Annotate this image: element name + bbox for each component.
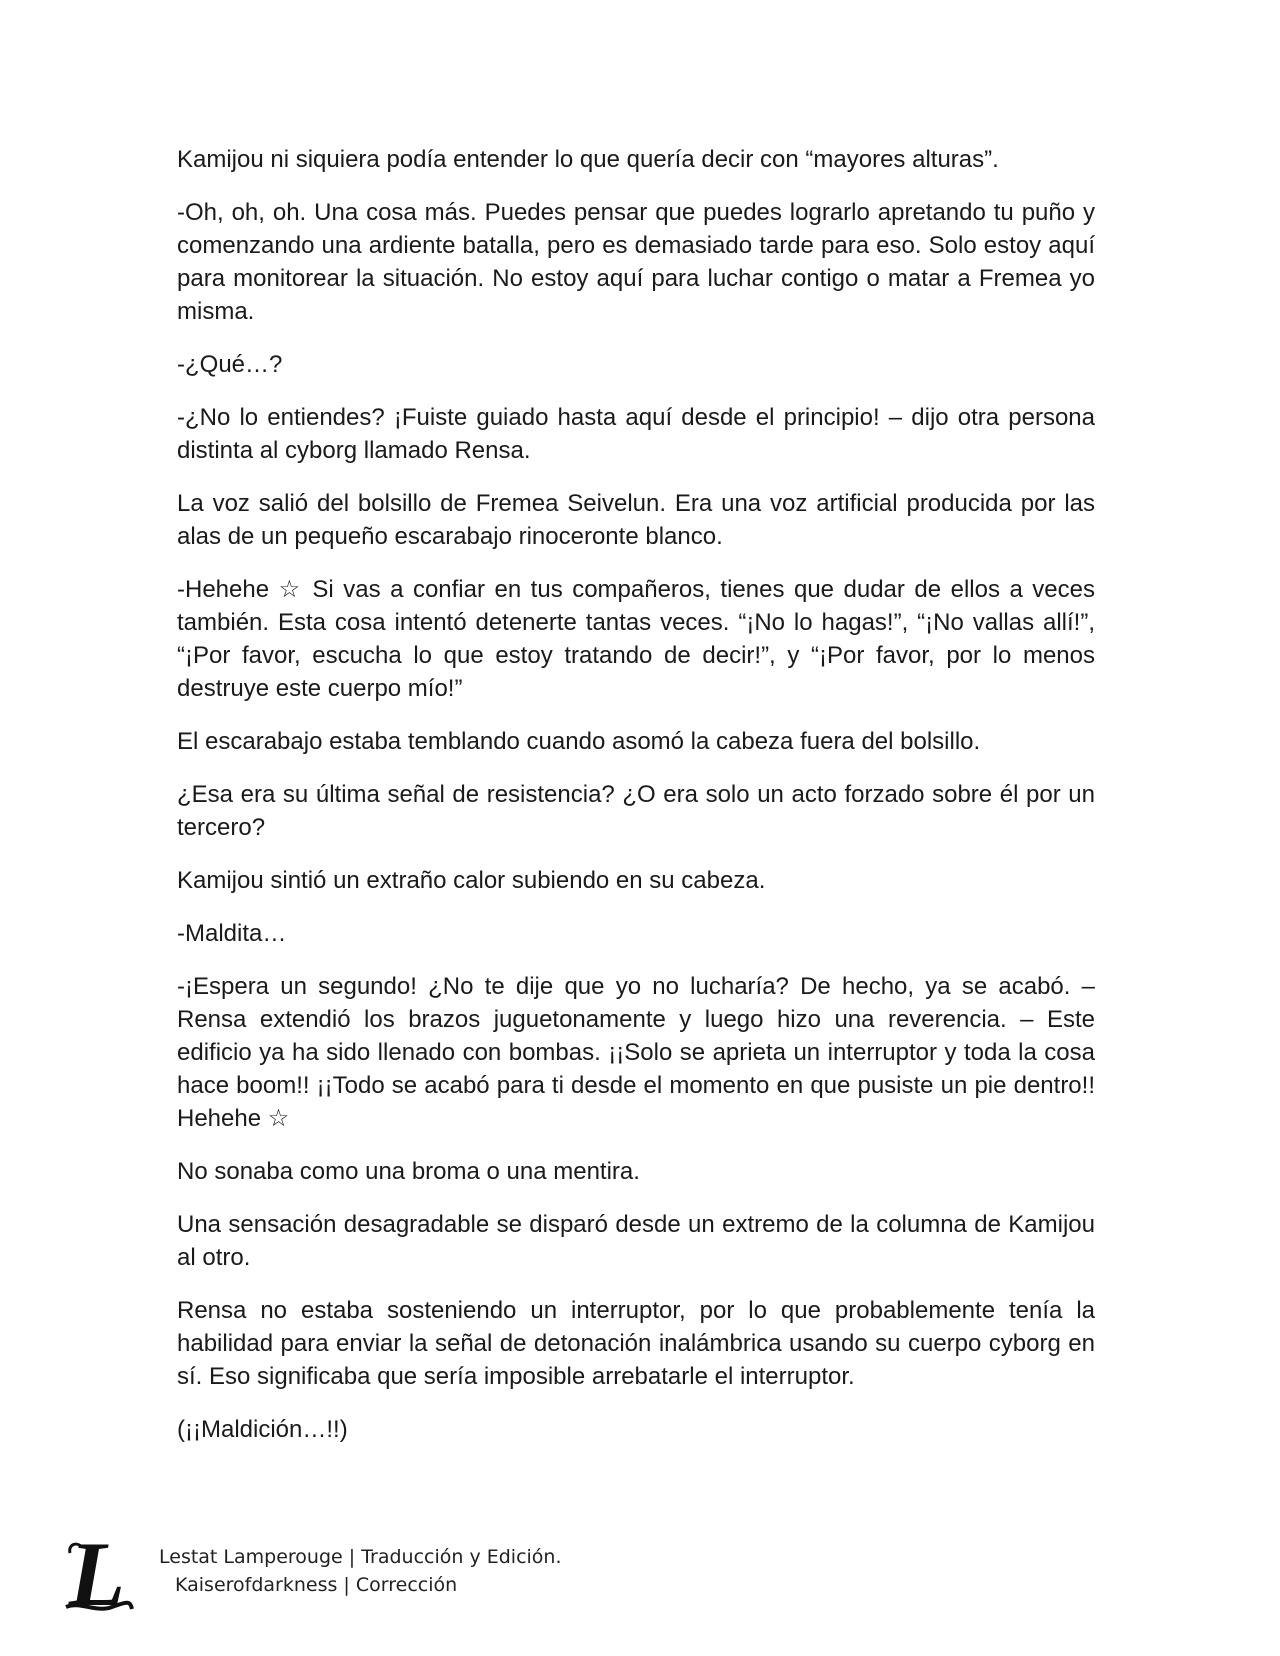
logo-letter: L [68, 1535, 126, 1615]
paragraph: -Hehehe ☆ Si vas a confiar en tus compañeros, tienes que dudar de ellos a veces también. Esta cosa intentó detenerte tantas veces. “¡No lo hagas!”, “¡No vallas allí!”, “¡Por favor, escucha lo que estoy tratando de decir!”, y “¡Por favor, por lo menos destruye este cuerpo mío!” [177, 576, 1095, 702]
paragraph: Kamijou ni siquiera podía entender lo que quería decir con “mayores alturas”. [177, 146, 999, 173]
paragraph: No sonaba como una broma o una mentira. [177, 1158, 640, 1185]
credit-correction: Kaiserofdarkness | Corrección [175, 1574, 458, 1596]
paragraph: La voz salió del bolsillo de Fremea Seivelun. Era una voz artificial producida por las alas de un pequeño escarabajo rinoceronte blanco. [177, 490, 1095, 550]
paragraph: (¡¡Maldición…!!) [177, 1416, 348, 1443]
paragraph: ¿Esa era su última señal de resistencia? ¿O era solo un acto forzado sobre él por un tercero? [177, 781, 1095, 841]
paragraph: -Maldita… [177, 920, 287, 947]
paragraph: Kamijou sintió un extraño calor subiendo en su cabeza. [177, 867, 766, 894]
paragraph: -¡Espera un segundo! ¿No te dije que yo no lucharía? De hecho, ya se acabó. – Rensa extendió los brazos juguetonamente y luego hizo una reverencia. – Este edificio ya ha sido llenado con bombas. ¡¡Solo se aprieta un interruptor y toda la cosa hace boom!! ¡¡Todo se acabó para ti desde el momento en que pusiste un pie dentro!! Hehehe ☆ [177, 973, 1095, 1132]
paragraph: -Oh, oh, oh. Una cosa más. Puedes pensar que puedes lograrlo apretando tu puño y comenzando una ardiente batalla, pero es demasiado tarde para eso. Solo estoy aquí para monitorear la situación. No estoy aquí para luchar contigo o matar a Fremea yo misma. [177, 199, 1095, 325]
credit-translation: Lestat Lamperouge | Traducción y Edición. [159, 1546, 562, 1568]
paragraph: -¿No lo entiendes? ¡Fuiste guiado hasta aquí desde el principio! – dijo otra persona distinta al cyborg llamado Rensa. [177, 404, 1095, 464]
paragraph: Una sensación desagradable se disparó desde un extremo de la columna de Kamijou al otro. [177, 1211, 1095, 1271]
paragraph: -¿Qué…? [177, 351, 283, 378]
paragraph: Rensa no estaba sosteniendo un interruptor, por lo que probablemente tenía la habilidad para enviar la señal de detonación inalámbrica usando su cuerpo cyborg en sí. Eso significaba que sería imposible arrebatarle el interruptor. [177, 1297, 1095, 1390]
page-body [177, 143, 1095, 1466]
gothic-l-logo [60, 1535, 135, 1615]
paragraph: El escarabajo estaba temblando cuando asomó la cabeza fuera del bolsillo. [177, 728, 981, 755]
page-footer [60, 1535, 660, 1625]
